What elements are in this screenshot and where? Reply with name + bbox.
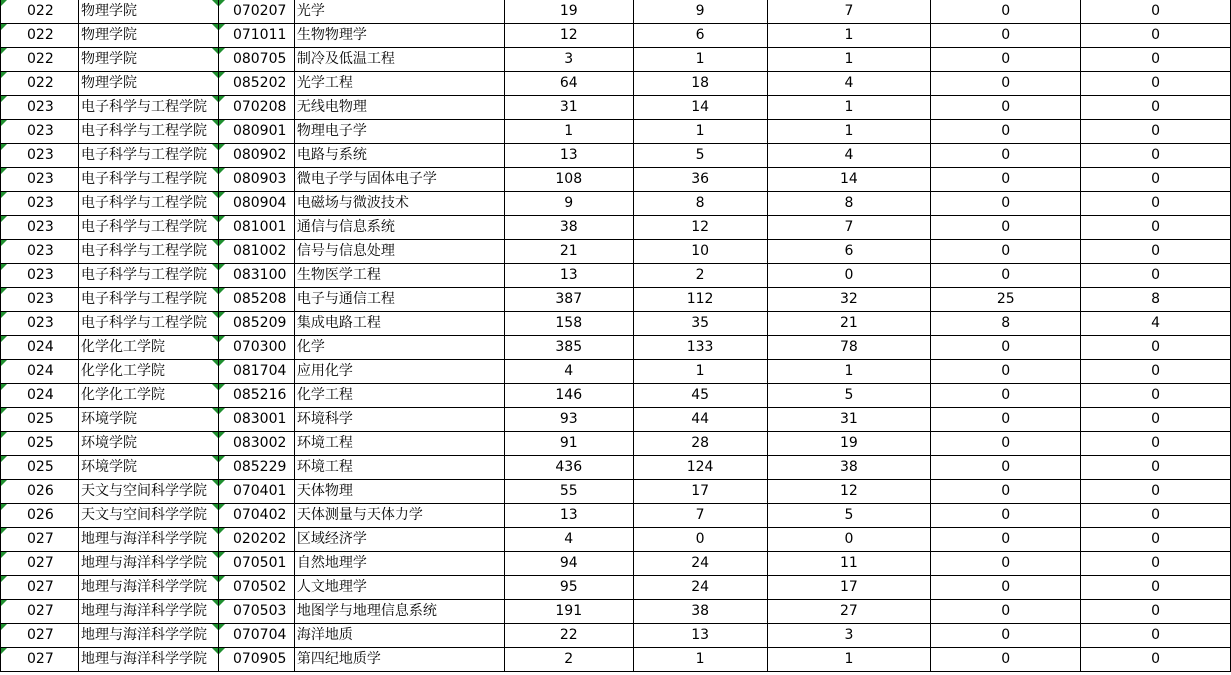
count-cell-4[interactable]: 0: [931, 432, 1081, 456]
count-cell-1[interactable]: 13: [504, 144, 633, 168]
college-name-cell[interactable]: 电子科学与工程学院: [78, 216, 218, 240]
college-name-cell[interactable]: 化学化工学院: [78, 384, 218, 408]
count-cell-3[interactable]: 12: [767, 480, 931, 504]
count-cell-4[interactable]: 0: [931, 72, 1081, 96]
table-row: [1, 384, 1231, 408]
count-cell-4[interactable]: 0: [931, 504, 1081, 528]
major-name-cell[interactable]: 自然地理学: [294, 552, 504, 576]
count-cell-4[interactable]: 0: [931, 552, 1081, 576]
table-row: [1, 24, 1231, 48]
count-cell-1[interactable]: 12: [504, 24, 633, 48]
major-name-cell[interactable]: 第四纪地质学: [294, 648, 504, 672]
count-cell-2[interactable]: 14: [633, 96, 767, 120]
count-cell-3[interactable]: 17: [767, 576, 931, 600]
major-code-cell[interactable]: 070501: [218, 552, 294, 576]
college-name-cell[interactable]: 地理与海洋科学学院: [78, 600, 218, 624]
count-cell-5[interactable]: 8: [1081, 288, 1231, 312]
major-code-cell[interactable]: 020202: [218, 528, 294, 552]
major-code-cell[interactable]: 085202: [218, 72, 294, 96]
count-cell-2[interactable]: 45: [633, 384, 767, 408]
count-cell-1[interactable]: 13: [504, 504, 633, 528]
table-row: [1, 0, 1231, 24]
major-name-cell[interactable]: 环境工程: [294, 432, 504, 456]
college-code-cell[interactable]: 027: [1, 528, 79, 552]
count-cell-1[interactable]: 31: [504, 96, 633, 120]
college-name-cell[interactable]: 天文与空间科学学院: [78, 480, 218, 504]
table-row: [1, 48, 1231, 72]
count-cell-2[interactable]: 44: [633, 408, 767, 432]
count-cell-3[interactable]: 7: [767, 216, 931, 240]
count-cell-4[interactable]: 0: [931, 96, 1081, 120]
count-cell-5[interactable]: 0: [1081, 576, 1231, 600]
college-code-cell[interactable]: 023: [1, 240, 79, 264]
major-code-cell[interactable]: 070704: [218, 624, 294, 648]
table-row: [1, 576, 1231, 600]
count-cell-3[interactable]: 0: [767, 264, 931, 288]
college-code-cell[interactable]: 026: [1, 504, 79, 528]
count-cell-1[interactable]: 4: [504, 528, 633, 552]
major-code-cell[interactable]: 083100: [218, 264, 294, 288]
table-body: [1, 0, 1231, 672]
table-row: [1, 288, 1231, 312]
college-name-cell[interactable]: 化学化工学院: [78, 336, 218, 360]
count-cell-4[interactable]: 0: [931, 624, 1081, 648]
count-cell-4[interactable]: 8: [931, 312, 1081, 336]
count-cell-1[interactable]: 3: [504, 48, 633, 72]
table-row: [1, 240, 1231, 264]
count-cell-1[interactable]: 4: [504, 360, 633, 384]
count-cell-4[interactable]: 0: [931, 24, 1081, 48]
major-name-cell[interactable]: 信号与信息处理: [294, 240, 504, 264]
table-row: [1, 120, 1231, 144]
major-name-cell[interactable]: 天体测量与天体力学: [294, 504, 504, 528]
count-cell-1[interactable]: 1: [504, 120, 633, 144]
count-cell-5[interactable]: 0: [1081, 216, 1231, 240]
major-name-cell[interactable]: 地图学与地理信息系统: [294, 600, 504, 624]
count-cell-1[interactable]: 21: [504, 240, 633, 264]
count-cell-5[interactable]: 0: [1081, 168, 1231, 192]
count-cell-3[interactable]: 38: [767, 456, 931, 480]
count-cell-1[interactable]: 436: [504, 456, 633, 480]
major-name-cell[interactable]: 应用化学: [294, 360, 504, 384]
count-cell-3[interactable]: 19: [767, 432, 931, 456]
count-cell-5[interactable]: 0: [1081, 96, 1231, 120]
count-cell-2[interactable]: 18: [633, 72, 767, 96]
count-cell-1[interactable]: 55: [504, 480, 633, 504]
count-cell-4[interactable]: 0: [931, 120, 1081, 144]
count-cell-2[interactable]: 9: [633, 0, 767, 24]
major-name-cell[interactable]: 电子与通信工程: [294, 288, 504, 312]
college-name-cell[interactable]: 电子科学与工程学院: [78, 144, 218, 168]
table-row: [1, 144, 1231, 168]
count-cell-2[interactable]: 8: [633, 192, 767, 216]
count-cell-3[interactable]: 11: [767, 552, 931, 576]
count-cell-5[interactable]: 0: [1081, 144, 1231, 168]
count-cell-4[interactable]: 0: [931, 336, 1081, 360]
major-code-cell[interactable]: 070300: [218, 336, 294, 360]
major-name-cell[interactable]: 物理电子学: [294, 120, 504, 144]
major-name-cell[interactable]: 微电子学与固体电子学: [294, 168, 504, 192]
table-row: [1, 216, 1231, 240]
major-name-cell[interactable]: 人文地理学: [294, 576, 504, 600]
count-cell-3[interactable]: 1: [767, 360, 931, 384]
college-code-cell[interactable]: 027: [1, 624, 79, 648]
major-code-cell[interactable]: 070905: [218, 648, 294, 672]
college-code-cell[interactable]: 025: [1, 456, 79, 480]
count-cell-2[interactable]: 7: [633, 504, 767, 528]
count-cell-3[interactable]: 3: [767, 624, 931, 648]
count-cell-3[interactable]: 1: [767, 24, 931, 48]
college-code-cell[interactable]: 024: [1, 384, 79, 408]
count-cell-2[interactable]: 1: [633, 648, 767, 672]
count-cell-3[interactable]: 27: [767, 600, 931, 624]
count-cell-1[interactable]: 13: [504, 264, 633, 288]
count-cell-2[interactable]: 10: [633, 240, 767, 264]
college-name-cell[interactable]: 环境学院: [78, 408, 218, 432]
college-name-cell[interactable]: 地理与海洋科学学院: [78, 648, 218, 672]
college-name-cell[interactable]: 电子科学与工程学院: [78, 288, 218, 312]
count-cell-2[interactable]: 35: [633, 312, 767, 336]
count-cell-3[interactable]: 4: [767, 72, 931, 96]
count-cell-1[interactable]: 158: [504, 312, 633, 336]
college-code-cell[interactable]: 022: [1, 24, 79, 48]
major-code-cell[interactable]: 080903: [218, 168, 294, 192]
college-code-cell[interactable]: 022: [1, 0, 79, 24]
count-cell-4[interactable]: 0: [931, 528, 1081, 552]
college-name-cell[interactable]: 环境学院: [78, 432, 218, 456]
count-cell-5[interactable]: 0: [1081, 0, 1231, 24]
table-row: [1, 432, 1231, 456]
count-cell-2[interactable]: 1: [633, 120, 767, 144]
table-row: [1, 336, 1231, 360]
count-cell-5[interactable]: 0: [1081, 528, 1231, 552]
college-code-cell[interactable]: 023: [1, 96, 79, 120]
count-cell-2[interactable]: 36: [633, 168, 767, 192]
college-name-cell[interactable]: 天文与空间科学学院: [78, 504, 218, 528]
college-name-cell[interactable]: 地理与海洋科学学院: [78, 624, 218, 648]
major-code-cell[interactable]: 085209: [218, 312, 294, 336]
count-cell-1[interactable]: 19: [504, 0, 633, 24]
major-code-cell[interactable]: 080902: [218, 144, 294, 168]
count-cell-4[interactable]: 0: [931, 48, 1081, 72]
count-cell-5[interactable]: 0: [1081, 240, 1231, 264]
college-name-cell[interactable]: 地理与海洋科学学院: [78, 552, 218, 576]
count-cell-4[interactable]: 0: [931, 168, 1081, 192]
count-cell-2[interactable]: 133: [633, 336, 767, 360]
count-cell-1[interactable]: 2: [504, 648, 633, 672]
major-name-cell[interactable]: 环境科学: [294, 408, 504, 432]
major-name-cell[interactable]: 天体物理: [294, 480, 504, 504]
table-row: [1, 168, 1231, 192]
college-code-cell[interactable]: 023: [1, 144, 79, 168]
count-cell-4[interactable]: 0: [931, 456, 1081, 480]
college-code-cell[interactable]: 024: [1, 336, 79, 360]
count-cell-5[interactable]: 0: [1081, 264, 1231, 288]
table-row: [1, 72, 1231, 96]
count-cell-5[interactable]: 0: [1081, 408, 1231, 432]
college-code-cell[interactable]: 023: [1, 312, 79, 336]
college-code-cell[interactable]: 027: [1, 648, 79, 672]
count-cell-5[interactable]: 0: [1081, 552, 1231, 576]
major-name-cell[interactable]: 电磁场与微波技术: [294, 192, 504, 216]
count-cell-1[interactable]: 385: [504, 336, 633, 360]
count-cell-5[interactable]: 0: [1081, 504, 1231, 528]
count-cell-3[interactable]: 8: [767, 192, 931, 216]
table-row: [1, 264, 1231, 288]
table-row: [1, 312, 1231, 336]
count-cell-2[interactable]: 24: [633, 552, 767, 576]
major-name-cell[interactable]: 海洋地质: [294, 624, 504, 648]
count-cell-5[interactable]: 0: [1081, 648, 1231, 672]
college-code-cell[interactable]: 025: [1, 432, 79, 456]
major-name-cell[interactable]: 化学工程: [294, 384, 504, 408]
major-name-cell[interactable]: 光学工程: [294, 72, 504, 96]
count-cell-3[interactable]: 6: [767, 240, 931, 264]
count-cell-2[interactable]: 2: [633, 264, 767, 288]
major-code-cell[interactable]: 071011: [218, 24, 294, 48]
count-cell-4[interactable]: 0: [931, 144, 1081, 168]
count-cell-3[interactable]: 5: [767, 384, 931, 408]
count-cell-4[interactable]: 0: [931, 576, 1081, 600]
college-name-cell[interactable]: 物理学院: [78, 0, 218, 24]
major-name-cell[interactable]: 集成电路工程: [294, 312, 504, 336]
count-cell-3[interactable]: 7: [767, 0, 931, 24]
count-cell-4[interactable]: 0: [931, 264, 1081, 288]
table-row: [1, 360, 1231, 384]
count-cell-2[interactable]: 0: [633, 528, 767, 552]
college-code-cell[interactable]: 027: [1, 552, 79, 576]
major-code-cell[interactable]: 070207: [218, 0, 294, 24]
major-code-cell[interactable]: 080904: [218, 192, 294, 216]
major-code-cell[interactable]: 083002: [218, 432, 294, 456]
college-code-cell[interactable]: 027: [1, 600, 79, 624]
count-cell-3[interactable]: 1: [767, 648, 931, 672]
college-name-cell[interactable]: 地理与海洋科学学院: [78, 576, 218, 600]
major-name-cell[interactable]: 光学: [294, 0, 504, 24]
major-name-cell[interactable]: 环境工程: [294, 456, 504, 480]
count-cell-3[interactable]: 78: [767, 336, 931, 360]
major-code-cell[interactable]: 081001: [218, 216, 294, 240]
table-row: [1, 408, 1231, 432]
college-name-cell[interactable]: 电子科学与工程学院: [78, 264, 218, 288]
count-cell-5[interactable]: 0: [1081, 336, 1231, 360]
count-cell-4[interactable]: 25: [931, 288, 1081, 312]
count-cell-5[interactable]: 0: [1081, 192, 1231, 216]
table-row: [1, 96, 1231, 120]
count-cell-5[interactable]: 0: [1081, 432, 1231, 456]
count-cell-2[interactable]: 24: [633, 576, 767, 600]
college-code-cell[interactable]: 026: [1, 480, 79, 504]
count-cell-1[interactable]: 22: [504, 624, 633, 648]
major-code-cell[interactable]: 080705: [218, 48, 294, 72]
count-cell-5[interactable]: 0: [1081, 600, 1231, 624]
college-code-cell[interactable]: 024: [1, 360, 79, 384]
count-cell-2[interactable]: 6: [633, 24, 767, 48]
count-cell-4[interactable]: 0: [931, 600, 1081, 624]
college-name-cell[interactable]: 物理学院: [78, 48, 218, 72]
table-row: [1, 192, 1231, 216]
count-cell-1[interactable]: 95: [504, 576, 633, 600]
count-cell-5[interactable]: 0: [1081, 72, 1231, 96]
count-cell-5[interactable]: 0: [1081, 24, 1231, 48]
college-code-cell[interactable]: 023: [1, 168, 79, 192]
college-name-cell[interactable]: 电子科学与工程学院: [78, 168, 218, 192]
table-row: [1, 624, 1231, 648]
count-cell-3[interactable]: 4: [767, 144, 931, 168]
college-name-cell[interactable]: 电子科学与工程学院: [78, 96, 218, 120]
count-cell-4[interactable]: 0: [931, 648, 1081, 672]
college-code-cell[interactable]: 023: [1, 288, 79, 312]
count-cell-3[interactable]: 32: [767, 288, 931, 312]
count-cell-3[interactable]: 21: [767, 312, 931, 336]
count-cell-3[interactable]: 1: [767, 120, 931, 144]
count-cell-2[interactable]: 12: [633, 216, 767, 240]
count-cell-1[interactable]: 91: [504, 432, 633, 456]
table-row: [1, 648, 1231, 672]
count-cell-1[interactable]: 38: [504, 216, 633, 240]
college-name-cell[interactable]: 环境学院: [78, 456, 218, 480]
count-cell-2[interactable]: 38: [633, 600, 767, 624]
college-code-cell[interactable]: 027: [1, 576, 79, 600]
major-name-cell[interactable]: 化学: [294, 336, 504, 360]
major-name-cell[interactable]: 电路与系统: [294, 144, 504, 168]
count-cell-5[interactable]: 0: [1081, 48, 1231, 72]
count-cell-2[interactable]: 1: [633, 360, 767, 384]
count-cell-1[interactable]: 146: [504, 384, 633, 408]
college-code-cell[interactable]: 023: [1, 216, 79, 240]
count-cell-3[interactable]: 31: [767, 408, 931, 432]
college-name-cell[interactable]: 地理与海洋科学学院: [78, 528, 218, 552]
count-cell-4[interactable]: 0: [931, 384, 1081, 408]
major-code-cell[interactable]: 083001: [218, 408, 294, 432]
count-cell-4[interactable]: 0: [931, 0, 1081, 24]
count-cell-4[interactable]: 0: [931, 216, 1081, 240]
major-code-cell[interactable]: 070502: [218, 576, 294, 600]
college-name-cell[interactable]: 化学化工学院: [78, 360, 218, 384]
college-code-cell[interactable]: 023: [1, 264, 79, 288]
table-row: [1, 528, 1231, 552]
table-row: [1, 600, 1231, 624]
major-code-cell[interactable]: 085229: [218, 456, 294, 480]
college-code-cell[interactable]: 025: [1, 408, 79, 432]
college-code-cell[interactable]: 023: [1, 192, 79, 216]
count-cell-5[interactable]: 4: [1081, 312, 1231, 336]
count-cell-2[interactable]: 5: [633, 144, 767, 168]
count-cell-2[interactable]: 13: [633, 624, 767, 648]
table-row: [1, 552, 1231, 576]
count-cell-5[interactable]: 0: [1081, 384, 1231, 408]
count-cell-2[interactable]: 112: [633, 288, 767, 312]
major-code-cell[interactable]: 081002: [218, 240, 294, 264]
major-name-cell[interactable]: 生物医学工程: [294, 264, 504, 288]
count-cell-1[interactable]: 64: [504, 72, 633, 96]
college-name-cell[interactable]: 电子科学与工程学院: [78, 120, 218, 144]
major-name-cell[interactable]: 制冷及低温工程: [294, 48, 504, 72]
college-name-cell[interactable]: 电子科学与工程学院: [78, 312, 218, 336]
count-cell-2[interactable]: 17: [633, 480, 767, 504]
count-cell-3[interactable]: 1: [767, 48, 931, 72]
college-name-cell[interactable]: 电子科学与工程学院: [78, 192, 218, 216]
count-cell-5[interactable]: 0: [1081, 624, 1231, 648]
count-cell-3[interactable]: 5: [767, 504, 931, 528]
count-cell-4[interactable]: 0: [931, 360, 1081, 384]
major-name-cell[interactable]: 通信与信息系统: [294, 216, 504, 240]
major-name-cell[interactable]: 生物物理学: [294, 24, 504, 48]
count-cell-1[interactable]: 387: [504, 288, 633, 312]
count-cell-4[interactable]: 0: [931, 408, 1081, 432]
count-cell-1[interactable]: 108: [504, 168, 633, 192]
count-cell-3[interactable]: 0: [767, 528, 931, 552]
major-code-cell[interactable]: 085208: [218, 288, 294, 312]
count-cell-1[interactable]: 93: [504, 408, 633, 432]
college-code-cell[interactable]: 022: [1, 72, 79, 96]
count-cell-3[interactable]: 1: [767, 96, 931, 120]
count-cell-5[interactable]: 0: [1081, 360, 1231, 384]
major-code-cell[interactable]: 081704: [218, 360, 294, 384]
table-row: [1, 504, 1231, 528]
major-code-cell[interactable]: 080901: [218, 120, 294, 144]
count-cell-2[interactable]: 1: [633, 48, 767, 72]
count-cell-1[interactable]: 191: [504, 600, 633, 624]
table-row: [1, 456, 1231, 480]
college-code-cell[interactable]: 022: [1, 48, 79, 72]
college-name-cell[interactable]: 电子科学与工程学院: [78, 240, 218, 264]
count-cell-4[interactable]: 0: [931, 192, 1081, 216]
count-cell-4[interactable]: 0: [931, 240, 1081, 264]
major-name-cell[interactable]: 区域经济学: [294, 528, 504, 552]
count-cell-2[interactable]: 124: [633, 456, 767, 480]
college-code-cell[interactable]: 023: [1, 120, 79, 144]
count-cell-5[interactable]: 0: [1081, 456, 1231, 480]
major-name-cell[interactable]: 无线电物理: [294, 96, 504, 120]
count-cell-4[interactable]: 0: [931, 480, 1081, 504]
major-code-cell[interactable]: 070402: [218, 504, 294, 528]
college-name-cell[interactable]: 物理学院: [78, 72, 218, 96]
major-code-cell[interactable]: 085216: [218, 384, 294, 408]
major-code-cell[interactable]: 070503: [218, 600, 294, 624]
major-code-cell[interactable]: 070208: [218, 96, 294, 120]
count-cell-5[interactable]: 0: [1081, 120, 1231, 144]
count-cell-2[interactable]: 28: [633, 432, 767, 456]
count-cell-3[interactable]: 14: [767, 168, 931, 192]
count-cell-1[interactable]: 9: [504, 192, 633, 216]
count-cell-5[interactable]: 0: [1081, 480, 1231, 504]
table-row: [1, 480, 1231, 504]
major-code-cell[interactable]: 070401: [218, 480, 294, 504]
college-name-cell[interactable]: 物理学院: [78, 24, 218, 48]
count-cell-1[interactable]: 94: [504, 552, 633, 576]
